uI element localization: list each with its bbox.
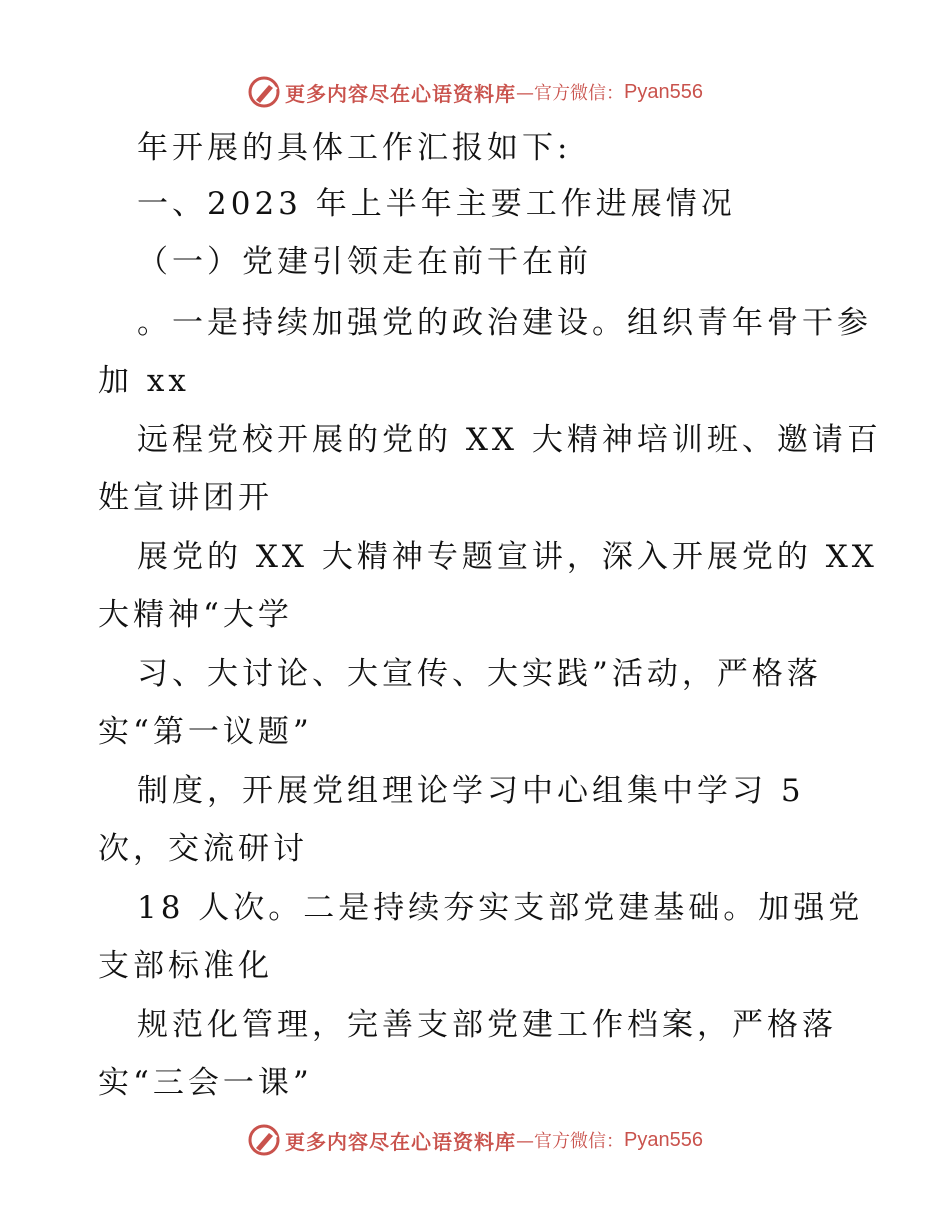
- watermark-account: Pyan556: [624, 80, 703, 103]
- text-line: 加 xx: [98, 363, 190, 399]
- text-line: 实“三会一课”: [98, 1065, 313, 1101]
- footer-watermark: [0, 1120, 950, 1160]
- text-line: 大精神“大学: [98, 597, 293, 633]
- subsection-heading: （一）党建引领走在前干在前: [137, 244, 592, 280]
- text-line: 实“第一议题”: [98, 714, 313, 750]
- section-heading: 一、2023 年上半年主要工作进展情况: [137, 186, 736, 222]
- text-line: 18 人次。二是持续夯实支部党建基础。加强党: [137, 890, 864, 926]
- text-line: 展党的 XX 大精神专题宣讲，深入开展党的 XX: [137, 539, 878, 575]
- pen-logo-icon: [247, 75, 281, 109]
- watermark-separator: —官方微信：: [516, 1131, 625, 1152]
- text-line: 年开展的具体工作汇报如下:: [137, 130, 572, 166]
- watermark-account: Pyan556: [624, 1128, 703, 1151]
- text-line: 远程党校开展的党的 XX 大精神培训班、邀请百: [137, 422, 882, 458]
- text-line: 习、大讨论、大宣传、大实践”活动，严格落: [137, 656, 822, 692]
- text-line: 支部标准化: [98, 948, 273, 984]
- text-line: 姓宣讲团开: [98, 480, 273, 516]
- header-watermark: [0, 72, 950, 112]
- text-line: 制度，开展党组理论学习中心组集中学习 5: [137, 773, 805, 809]
- watermark-text: 更多内容尽在心语资料库: [285, 81, 517, 106]
- watermark-text: 更多内容尽在心语资料库: [285, 1129, 517, 1154]
- pen-logo-icon: [247, 1123, 281, 1157]
- text-line: 次，交流研讨: [98, 831, 308, 867]
- watermark-separator: —官方微信：: [516, 83, 625, 104]
- text-line: 。一是持续加强党的政治建设。组织青年骨干参: [137, 305, 872, 341]
- text-line: 规范化管理，完善支部党建工作档案，严格落: [137, 1007, 837, 1043]
